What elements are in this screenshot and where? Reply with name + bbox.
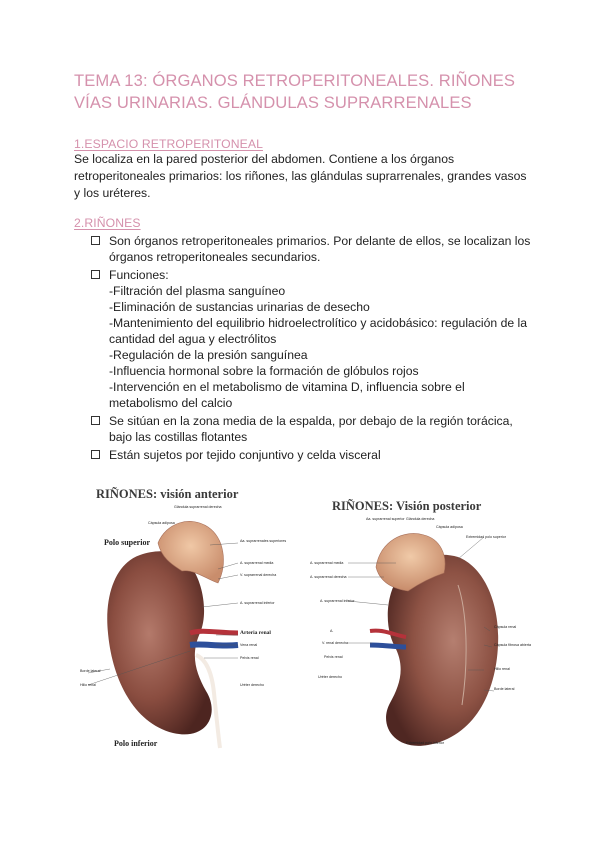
tiny-label: V. renal derecha <box>322 641 349 645</box>
tiny-label: Hilio renal <box>494 667 510 671</box>
list-item <box>91 413 541 445</box>
paragraph-line: Se localiza en la pared posterior del abdomen. Contiene a los órganos <box>74 152 455 166</box>
tiny-label: V. suprarrenal derecha <box>240 573 277 577</box>
list-item-text: órganos retroperitoneales secundarios. <box>109 250 321 264</box>
figure-title: RIÑONES: Visión posterior <box>332 499 482 513</box>
figure-kidney-posterior <box>308 495 530 753</box>
list-item-text: -Filtración del plasma sanguíneo <box>109 284 286 298</box>
list-item-text: -Influencia hormonal sobre la formación de glóbulos rojos <box>109 364 419 378</box>
list-item-text: Son órganos retroperitoneales primarios. Por delante de ellos, se localizan los <box>109 234 531 248</box>
tiny-label: Uréter derecho <box>240 683 264 687</box>
tiny-label: Extremidad polo inferior <box>406 741 444 745</box>
section-heading-retroperitoneal: 1.ESPACIO RETROPERITONEAL <box>74 137 263 151</box>
list-item-text: metabolismo del calcio <box>109 396 233 410</box>
tiny-label: Extremidad polo superior <box>466 535 506 539</box>
tiny-label: Aa. suprarrenales superiores <box>240 539 287 543</box>
checkbox-icon[interactable] <box>91 416 100 425</box>
figure-title: RIÑONES: visión anterior <box>96 487 239 501</box>
tiny-label: A. suprarrenal inferior <box>320 599 355 603</box>
title-line-1: TEMA 13: ÓRGANOS RETROPERITONEALES. RIÑONES <box>74 71 516 90</box>
label-arteria-renal: Arteria renal <box>240 630 271 636</box>
tiny-label: Pelvis renal <box>240 656 259 660</box>
tiny-label: Borde lateral <box>494 687 515 691</box>
checkbox-icon[interactable] <box>91 450 100 459</box>
checkbox-icon[interactable] <box>91 236 100 245</box>
tiny-label: A. suprarrenal media <box>240 561 274 565</box>
paragraph-line: y los uréteres. <box>74 186 151 200</box>
tiny-label: Borde lateral <box>80 669 101 673</box>
tiny-label: Hilio renal <box>80 683 96 687</box>
list-item-text: Se sitúan en la zona media de la espalda, por debajo de la región torácica, <box>109 414 513 428</box>
tiny-label: Uréter derecho <box>318 675 342 679</box>
list-item-text: cantidad del agua y electrólitos <box>109 332 277 346</box>
list-item-text: -Mantenimiento del equilibrio hidroelectrolítico y acidobásico: regulación de la <box>109 316 527 330</box>
kidney-posterior-illustration <box>308 495 530 753</box>
section-paragraph-retroperitoneal <box>74 151 534 202</box>
paragraph-line: retroperitoneales primarios: los riñones, las glándulas suprarrenales, grandes vasos <box>74 169 527 183</box>
tiny-label: Cápsula adiposa <box>148 521 175 525</box>
tiny-label: Cápsula renal <box>494 625 517 629</box>
list-item <box>91 267 541 411</box>
label-polo-inferior: Polo inferior <box>114 739 158 748</box>
tiny-label: Cápsula fibrosa abierta <box>494 643 531 647</box>
tiny-label: A. <box>330 629 334 633</box>
figure-kidney-anterior <box>78 483 287 753</box>
list-item-text: -Regulación de la presión sanguínea <box>109 348 308 362</box>
tiny-label: Glándula suprarrenal derecha <box>174 505 222 509</box>
list-item <box>91 447 541 463</box>
list-item-text: bajo las costillas flotantes <box>109 430 248 444</box>
bullet-list <box>91 233 541 465</box>
list-item-text: -Intervención en el metabolismo de vitamina D, influencia sobre el <box>109 380 465 394</box>
section-heading-rinones: 2.RIÑONES <box>74 216 141 230</box>
tiny-label: A. suprarrenal derecha <box>310 575 347 579</box>
title-line-2: VÍAS URINARIAS. GLÁNDULAS SUPRARRENALES <box>74 93 472 112</box>
list-item-text: Funciones: <box>109 268 169 282</box>
tiny-label: Glándula derecha <box>406 517 435 521</box>
list-item <box>91 233 541 265</box>
checkbox-icon[interactable] <box>91 270 100 279</box>
tiny-label: Vena renal <box>240 643 258 647</box>
tiny-label: A. suprarrenal inferior <box>240 601 275 605</box>
label-polo-superior: Polo superior <box>104 538 150 547</box>
tiny-label: Pelvis renal <box>324 655 343 659</box>
tiny-label: A. suprarrenal media <box>310 561 344 565</box>
list-item-text: Están sujetos por tejido conjuntivo y celda visceral <box>109 448 381 462</box>
list-item-text: -Eliminación de sustancias urinarias de desecho <box>109 300 370 314</box>
kidney-anterior-illustration <box>78 483 278 753</box>
tiny-label: Aa. suprarrenal superior <box>366 517 405 521</box>
page-title <box>74 70 544 114</box>
tiny-label: Cápsula adiposa <box>436 525 463 529</box>
